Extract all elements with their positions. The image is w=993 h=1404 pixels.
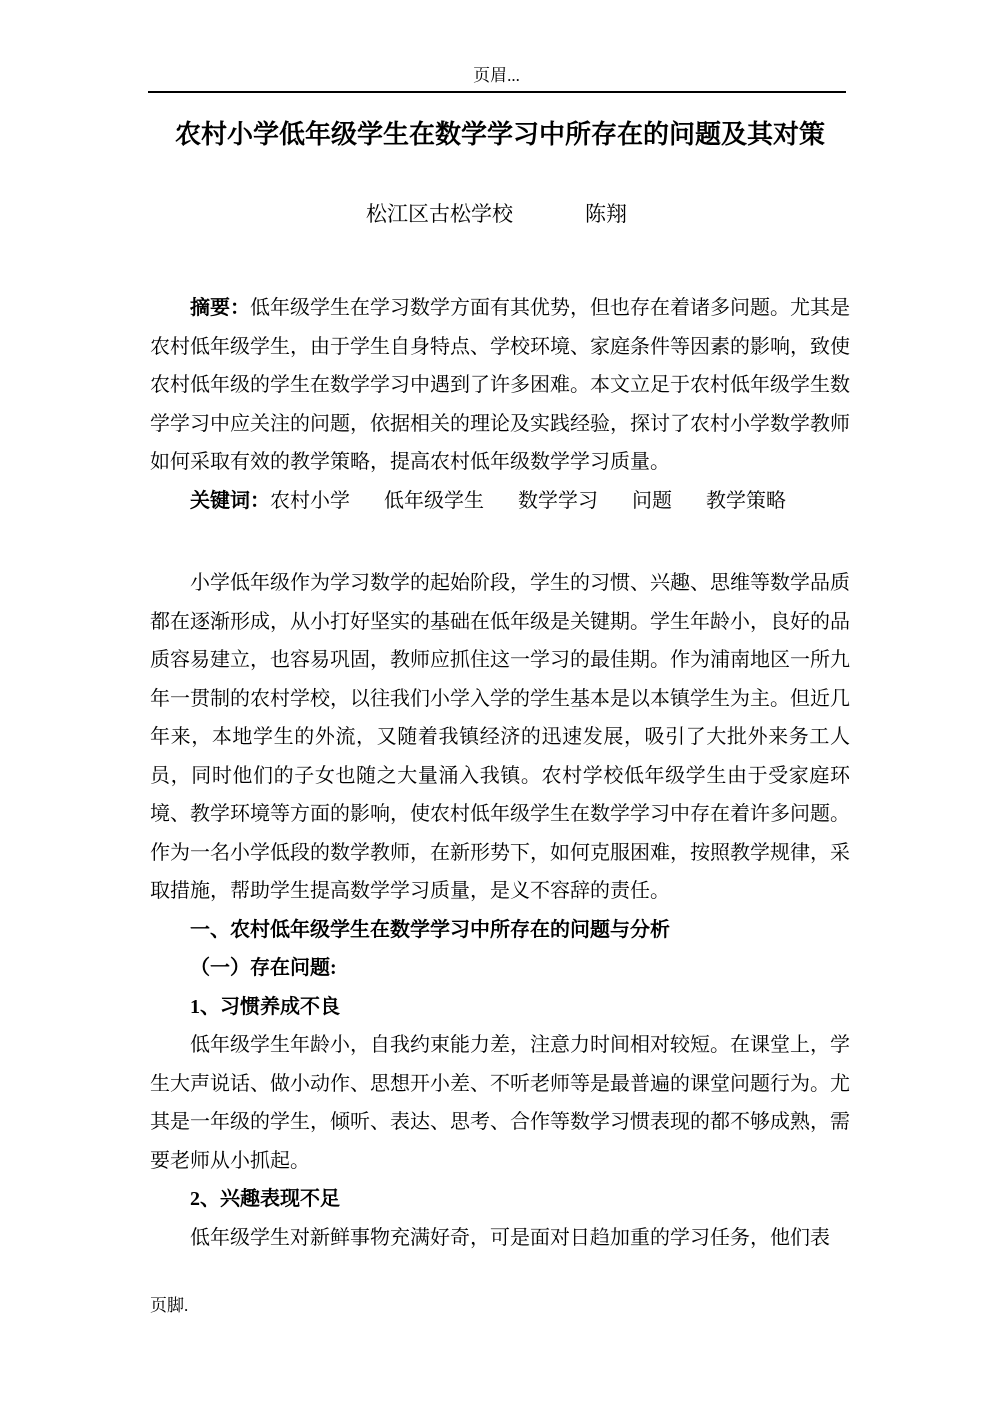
header-rule — [148, 91, 846, 93]
document-body — [150, 289, 850, 1257]
author-line — [0, 199, 993, 229]
subsection-1-heading: （一）存在问题: — [190, 957, 337, 979]
section-1-heading: 一、农村低年级学生在数学学习中所存在的问题与分析 — [190, 918, 670, 941]
keyword-item: 低年级学生 — [384, 489, 484, 512]
page-header — [0, 0, 993, 93]
abstract-label: 摘要： — [190, 297, 250, 319]
keyword-item: 问题 — [632, 489, 672, 512]
item-1-heading: 1、习惯养成不良 — [190, 995, 340, 1018]
abstract-paragraph — [150, 289, 850, 482]
page-footer-text: 页脚. — [150, 1296, 189, 1315]
item-1-paragraph: 低年级学生年龄小，自我约束能力差，注意力时间相对较短。在课堂上，学生大声说话、做小动作、思想开小差、不听老师等是最普遍的课堂问题行为。尤其是一年级的学生，倾听、表达、思考、合作等数学习惯表现的都不够成熟，需要老师从小抓起。 — [150, 1034, 850, 1172]
item-2-paragraph: 低年级学生对新鲜事物充满好奇，可是面对日趋加重的学习任务，他们表 — [190, 1226, 830, 1249]
item-2-heading: 2、兴趣表现不足 — [190, 1188, 340, 1210]
author-affiliation: 松江区古松学校 — [366, 202, 513, 226]
keyword-item: 农村小学 — [270, 489, 350, 512]
abstract-text: 低年级学生在学习数学方面有其优势，但也存在着诸多问题。尤其是农村低年级学生，由于学生自身特点、学校环境、家庭条件等因素的影响，致使农村低年级的学生在数学学习中遇到了许多困难。本文立足于农村低年级学生数学学习中应关注的问题，依据相关的理论及实践经验，探讨了农村小学数学教师如何采取有效的教学策略，提高农村低年级数学学习质量。 — [150, 297, 850, 473]
header-text: 页眉... — [473, 66, 520, 85]
keyword-item: 数学学习 — [518, 489, 598, 512]
keywords-line — [150, 482, 850, 521]
page-title: 农村小学低年级学生在数学学习中所存在的问题及其对策 — [174, 120, 825, 149]
author-name: 陈翔 — [585, 202, 627, 226]
keywords-label: 关键词： — [190, 489, 270, 512]
intro-paragraph: 小学低年级作为学习数学的起始阶段，学生的习惯、兴趣、思维等数学品质都在逐渐形成，从小打好坚实的基础在低年级是关键期。学生年龄小，良好的品质容易建立，也容易巩固，教师应抓住这一学习的最佳期。作为浦南地区一所九年一贯制的农村学校，以往我们小学入学的学生基本是以本镇学生为主。但近几年来，本地学生的外流，又随着我镇经济的迅速发展，吸引了大批外来务工人员，同时他们的子女也随之大量涌入我镇。农村学校低年级学生由于受家庭环境、教学环境等方面的影响，使农村低年级学生在数学学习中存在着许多问题。作为一名小学低段的数学教师，在新形势下，如何克服困难，按照教学规律，采取措施，帮助学生提高数学学习质量，是义不容辞的责任。 — [150, 572, 850, 902]
keyword-item: 教学策略 — [706, 489, 786, 512]
